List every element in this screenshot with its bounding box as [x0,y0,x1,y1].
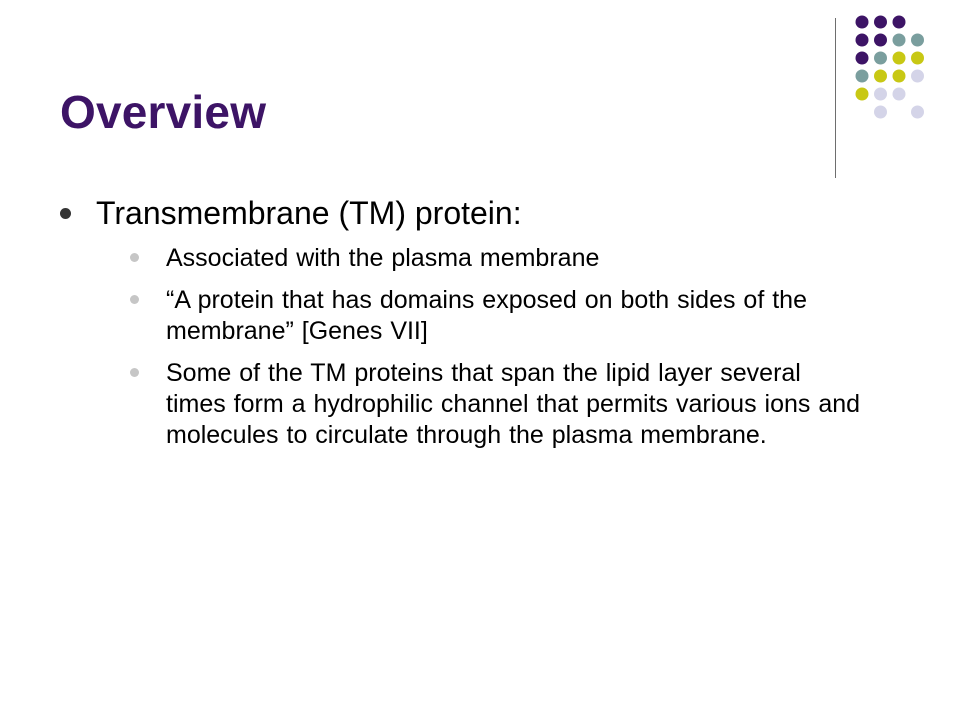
decorative-dot [856,52,869,65]
decorative-dot [874,70,887,83]
slide-title: Overview [60,86,267,138]
decorative-dot [856,70,869,83]
sub-bullet-text: “A protein that has domains exposed on both sides of the membrane” [Genes VII] [166,286,807,345]
sub-bullet-text: Some of the TM proteins that span the lipid layer several times form a hydrophilic channel that permits various ions and molecules to circulate through the plasma membrane. [166,359,861,449]
decorative-dot [911,106,924,119]
decorative-dot [893,34,906,47]
sub-bullet-marker-icon [130,295,139,304]
bullet-list [60,193,890,462]
decorative-dot [856,88,869,101]
decorative-dot [874,88,887,101]
divider-line [835,18,836,178]
decorative-dot [893,70,906,83]
sub-bullet [130,243,866,274]
sub-bullet [130,358,866,451]
decorative-dot [893,52,906,65]
decorative-dot [893,88,906,101]
bullet-text: Transmembrane (TM) protein: [96,195,522,231]
decorative-dot [874,106,887,119]
sub-bullet-text: Associated with the plasma membrane [166,244,600,272]
sub-bullet-marker-icon [130,368,139,377]
decorative-dot [856,34,869,47]
decorative-dot [911,34,924,47]
decorative-dot [874,16,887,29]
decorative-dot [911,70,924,83]
sub-bullet-list [96,243,890,451]
bullet-marker-icon [60,208,71,219]
decorative-dot [874,34,887,47]
sub-bullet [130,285,866,347]
decorative-dot [911,52,924,65]
bullet-level-1 [60,193,890,451]
sub-bullet-marker-icon [130,253,139,262]
decorative-dot [874,52,887,65]
decorative-dot [893,16,906,29]
decorative-dot [856,16,869,29]
